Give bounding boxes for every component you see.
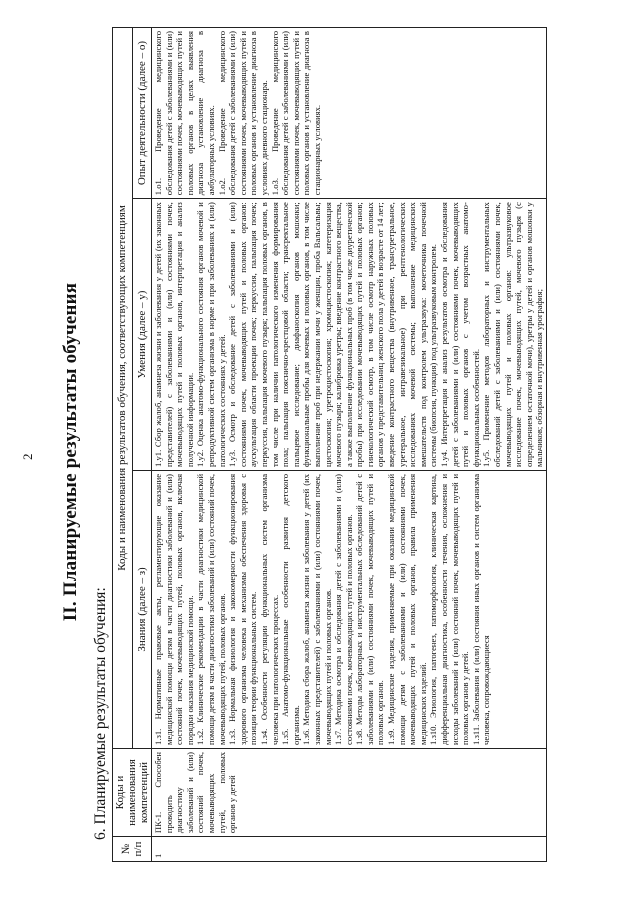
knowledge-item: 1.з5. Анатомо-функциональные особенности развития детского организма. (280, 473, 301, 745)
knowledge-item: 1.з9. Медицинские изделия, применяемые при оказании медицинской помощи детям с заболеваниями и (или) состояниями почек, мочевыводящих путей и половых органов, правила применения медицинских изделий. (386, 473, 428, 745)
knowledge-item: 1.з6. Методика сбора жалоб, анамнеза жизни и заболевания у детей (их законных представителей) с заболеваниями и (или) состояниями почек, мочевыводящих путей и половых органов. (301, 473, 333, 745)
skill-item: 1.у2. Оценка анатомо-функционального состояния органов мочевой и репродуктивной систем организма в норме и при заболеваниях и (или) патологических состояниях у детей. (195, 202, 227, 467)
skills-cell (152, 199, 547, 471)
skill-item: 1.у4. Интерпретация и анализ результатов осмотра и обследования детей с заболеваниями и (или) состояниями почек, мочевыводящих путей и половых органов с учетом возрастных анатомо-функциональных особенностей. (439, 202, 481, 467)
knowledge-item: 1.з4. Особенности регуляции функциональных систем организма человека при патологических процессах. (258, 473, 280, 745)
skill-item: 1.у3. Осмотр и обследование детей с заболеваниями и (или) состояниями почек, мочевыводящих путей и половых органов: аускультация области проекции почек; перкуссия, пальпация почек; перкуссия, пальпация мочевого пузыря; пальпация половых органов, в том числе при наличии патологического изменения формирования пола; пальпация пояснично-крестцовой области; трансректальное пальцевое исследование; диафаноскопия органов мошонки; функциональные пробы для мочевых и половых органов, в том числе выполнение проб при недержании мочи у женщин, проба Вальсальвы; цистоскопия; уретроцистоскопия; хромоцистоскопия; катетеризация мочевого пузыря; калибровка уретры; введение контрастного вещества, а также выполнение функциональных проб (в том числе диуретической пробы) при исследовании мочевыводящих путей и половых органов; гинекологический осмотр, в том числе осмотр наружных половых органов у представительниц женского пола у детей в возрасте от 14 лет; введение контрастного вещества (внутривенное, трансуретральное, уретеральное, интравезикальное) при рентгенологических исследованиях мочевой системы; выполнение медицинских вмешательств под контролем ультразвука: мочеточника почечной системы (биопсия, пункция) под ультразвуковым контролем. (227, 202, 439, 467)
page-number: 2 (20, 453, 35, 460)
learning-results-table (112, 27, 547, 862)
knowledge-item: 1.з8. Методы лабораторных и инструментальных обследований детей с заболеваниями и (или) состояниями почек, мочевыводящих путей и половых органов. (354, 473, 386, 745)
header-experience: Опыт деятельности (далее – о) (132, 28, 152, 199)
experience-cell (152, 28, 547, 199)
table-row (152, 28, 547, 862)
table-caption: 6. Планируемые результаты обучения: (92, 587, 109, 840)
header-skills: Умения (далее – у) (132, 199, 152, 471)
knowledge-item: 1.з2. Клинические рекомендации в части диагностики медицинской помощи детям в части диагностики заболеваний и (или) состояний почек, мочевыводящих путей, половых органов. (195, 473, 227, 745)
knowledge-item: 1.з10. Этиология, патогенез, патоморфология, клиническая картина, дифференциальная диагностика, особенности течения, осложнения и исходы заболеваний и (или) состояний почек, мочевыводящих путей и половых органов у детей. (428, 473, 471, 745)
row-number: 1 (152, 837, 547, 862)
header-results-group: Коды и наименования результатов обучения, соответствующих компетенциям (113, 28, 133, 749)
header-competence: Коды и наименования компетенций (113, 748, 152, 836)
knowledge-cell (152, 470, 547, 748)
knowledge-item: 1.з1. Нормативные правовые акты, регламентирующие оказание медицинской помощи детям в части диагностики заболеваний и (или) состояний почек, мочевыводящих путей, половых органов, включая порядки оказания медицинской помощи. (153, 473, 195, 745)
skill-item: 1.у1. Сбор жалоб, анамнеза жизни и заболевания у детей (их законных представителей) с заболеваниями и (или) состояниями почек, мочевыводящих путей и половых органов, интерпретация и анализ полученной информации. (153, 202, 195, 467)
knowledge-item: 1.з3. Нормальная физиология и закономерности функционирования здорового организма человека и механизмы обеспечения здоровья с позиции теории функциональных систем. (227, 473, 259, 745)
knowledge-item: 1.з11. Заболевания и (или) состояния иных органов и систем организма человека, сопровождающиеся (470, 473, 492, 745)
header-knowledge: Знания (далее – з) (132, 470, 152, 748)
experience-item: 1.о3. Проведение медицинского обследования детей с заболеваниями и (или) состояниями почек, мочевыводящих путей и половых органов и установление диагноза в стационарных условиях. (269, 31, 322, 196)
knowledge-item: 1.з7. Методика осмотра и обследования детей с заболеваниями и (или) состояниями почек, мочевыводящих путей и половых органов. (333, 473, 354, 745)
rotated-document-page (0, 2, 640, 902)
experience-item: 1.о2. Проведение медицинского обследования детей с заболеваниями и (или) состояниями почек, мочевыводящих путей и половых органов и установление диагноза в условиях дневного стационара. (216, 31, 269, 196)
competence-cell: ПК-1. Способен проводить диагностику заболеваний и (или) состояний почек, мочевыводящих путей, половых органов у детей (152, 748, 547, 836)
section-title: II. Планируемые результаты обучения (60, 282, 81, 622)
header-num: № п/п (113, 837, 152, 862)
experience-item: 1.о1. Проведение медицинского обследования детей с заболеваниями и (или) состояниями почек, мочевыводящих путей и половых органов в целях выявления диагноза установление диагноза в амбулаторных условиях. (153, 31, 216, 196)
skill-item: 1.у5. Применение методов лабораторных и инструментальных обследований детей с заболеваниями и (или) состояниями почек, мочевыводящих путей и половых органов: ультразвуковое исследование почек, мочевыводящих путей, мочевого пузыря (с определением остаточной мочи), уретры у детей и органов мошонки у мальчиков; обзорная и внутривенная урография; (481, 202, 545, 467)
